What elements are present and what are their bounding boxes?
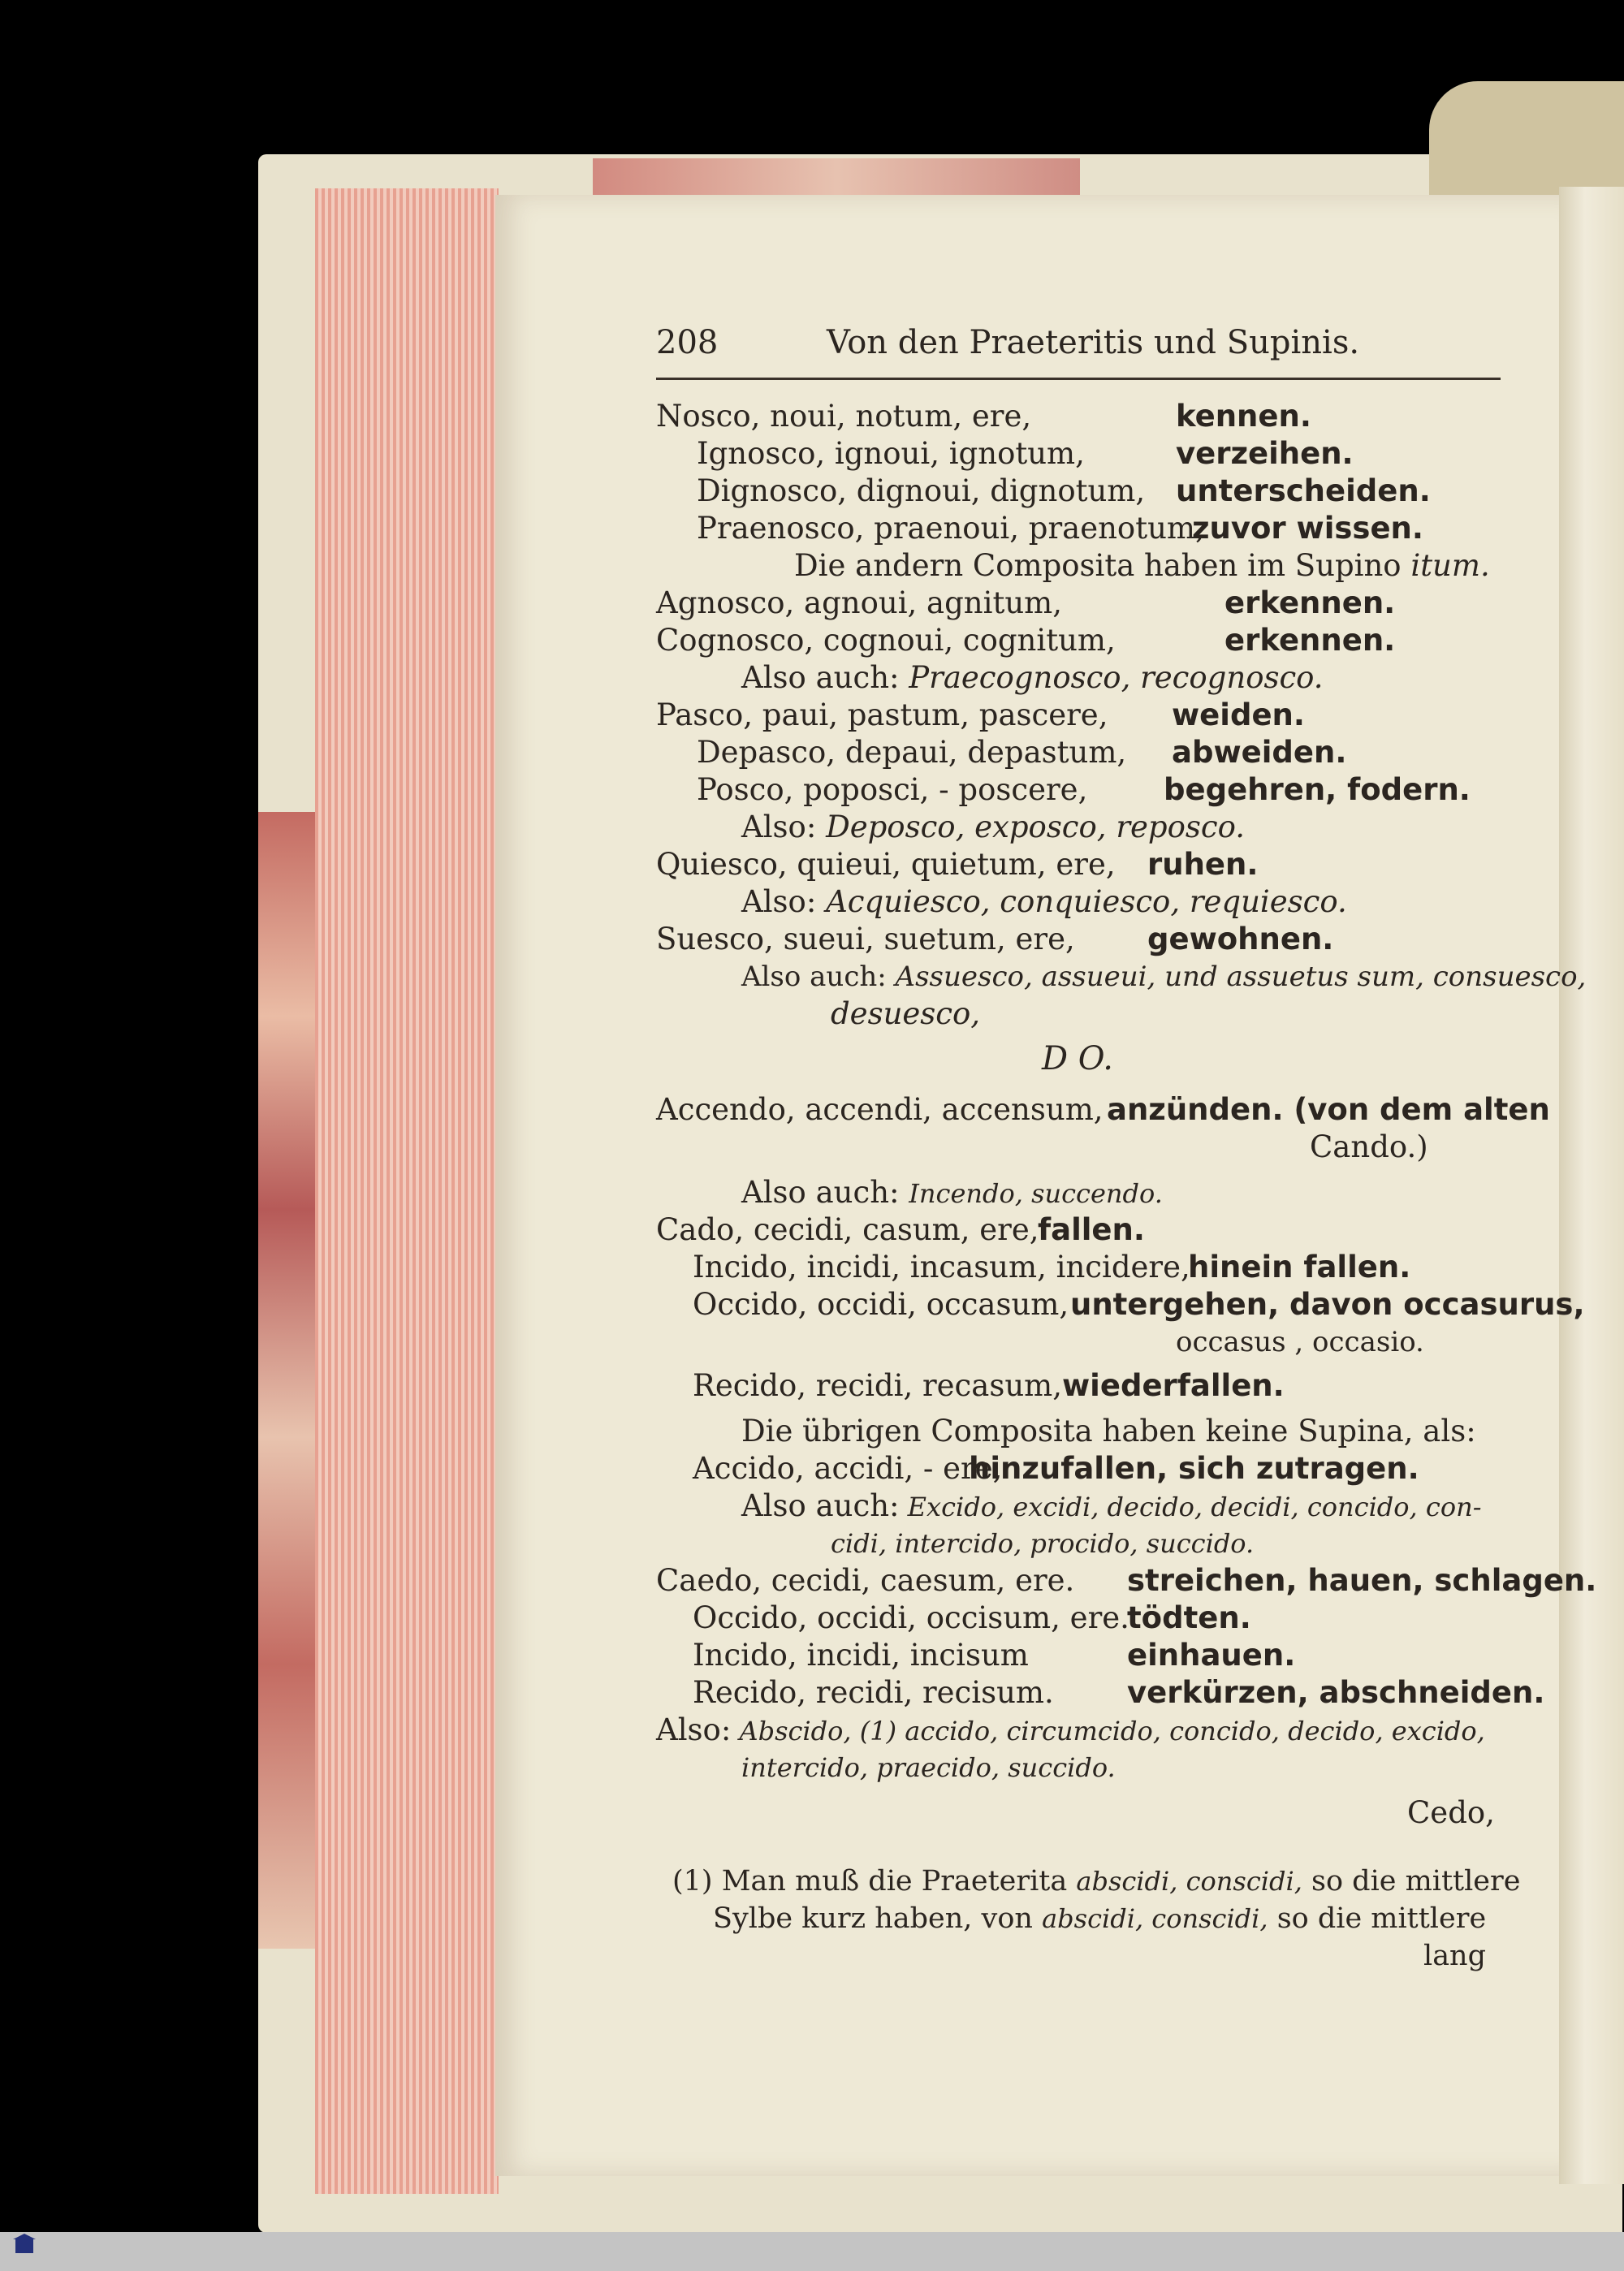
- entry-german: einhauen.: [1127, 1638, 1296, 1673]
- entry-german: weiden.: [1172, 697, 1305, 732]
- page-edges: [315, 188, 499, 2194]
- note-text: Also auch:: [741, 1488, 900, 1523]
- entry-latin: Occido, occidi, occisum, ere.: [693, 1600, 1129, 1635]
- entry-latin: occasus , occasio.: [1176, 1326, 1424, 1358]
- entry-german: tödten.: [1127, 1600, 1251, 1635]
- note-continuation: cidi, intercido, procido, succido.: [831, 1528, 1255, 1559]
- note-continuation: intercido, praecido, succido.: [741, 1752, 1116, 1783]
- entry-latin: Recido, recidi, recasum,: [693, 1368, 1063, 1403]
- note-line: Die übrigen Composita haben keine Supina, als:: [741, 1414, 1476, 1449]
- entry-latin: Recido, recidi, recisum.: [693, 1675, 1054, 1710]
- note-text: Also:: [656, 1712, 732, 1747]
- page-number: 208: [656, 324, 719, 361]
- entry-german: wiederfallen.: [1062, 1368, 1285, 1403]
- note-text: Also:: [741, 884, 817, 919]
- entry-latin: Quiesco, quieui, quietum, ere,: [656, 847, 1116, 882]
- entry-german: ruhen.: [1147, 847, 1259, 882]
- running-title: Von den Praeteritis und Supinis.: [827, 324, 1360, 361]
- running-head: [656, 321, 1509, 369]
- entry-latin: Cando.): [1310, 1129, 1428, 1164]
- building-icon: [15, 2239, 33, 2253]
- footnote-line: [672, 1863, 1520, 1899]
- note-italic: Excido, excidi, decido, decidi, concido, con-: [907, 1492, 1482, 1522]
- section-heading: D O.: [1042, 1040, 1113, 1077]
- note-line: [741, 1175, 1163, 1211]
- note-italic: Praecognosco, recognosco.: [909, 660, 1324, 695]
- entry-latin: Occido, occidi, occasum,: [693, 1287, 1069, 1322]
- note-italic: Incendo, succendo.: [909, 1178, 1163, 1209]
- footnote-italic: abscidi, conscidi,: [1042, 1903, 1268, 1934]
- entry-latin: Incido, incidi, incisum: [693, 1638, 1029, 1673]
- entry-german: fallen.: [1038, 1212, 1145, 1247]
- note-italic: Abscido, (1) accido, circumcido, concido, decido, excido,: [739, 1716, 1485, 1746]
- note-text: Also auch:: [741, 1175, 900, 1210]
- note-continuation: desuesco,: [831, 996, 981, 1031]
- entry-german: verzeihen.: [1176, 436, 1354, 471]
- catchword: Cedo,: [1407, 1795, 1495, 1830]
- note-italic: itum.: [1410, 548, 1490, 583]
- footnote-line: lang: [1423, 1940, 1487, 1972]
- viewer-footer-bar: [0, 2232, 1624, 2271]
- note-line: [741, 810, 1245, 845]
- entry-german: erkennen.: [1224, 585, 1396, 620]
- note-italic: Acquiesco, conquiesco, requiesco.: [826, 884, 1347, 919]
- entry-german: abweiden.: [1172, 735, 1347, 770]
- entry-latin: Accido, accidi, - ere,: [693, 1451, 1003, 1486]
- entry-latin: Incido, incidi, incasum, incidere,: [693, 1250, 1190, 1284]
- note-line: [741, 1488, 1482, 1525]
- entry-latin: Caedo, cecidi, caesum, ere.: [656, 1563, 1075, 1598]
- entry-latin: Depasco, depaui, depastum,: [697, 735, 1127, 770]
- footnote-italic: abscidi, conscidi,: [1076, 1866, 1302, 1897]
- entry-latin: Ignosco, ignoui, ignotum,: [697, 436, 1085, 471]
- note-line: [741, 884, 1347, 920]
- entry-latin: Nosco, noui, notum, ere,: [656, 399, 1032, 434]
- entry-german: begehren, fodern.: [1164, 772, 1471, 807]
- note-text: Die andern Composita haben im Supino: [794, 548, 1402, 583]
- entry-latin: Agnosco, agnoui, agnitum,: [656, 585, 1063, 620]
- entry-german: anzünden. (von dem alten: [1107, 1092, 1550, 1127]
- note-line: [794, 548, 1490, 584]
- entry-latin: Cado, cecidi, casum, ere,: [656, 1212, 1039, 1247]
- entry-german: verkürzen, abschneiden.: [1127, 1675, 1545, 1710]
- entry-latin: Accendo, accendi, accensum,: [656, 1092, 1104, 1127]
- note-text: Also:: [741, 810, 817, 844]
- entry-german: hinein fallen.: [1188, 1250, 1411, 1284]
- note-text: Also auch:: [741, 660, 900, 695]
- footnote-text: (1) Man muß die Praeterita: [672, 1865, 1068, 1898]
- entry-latin: Dignosco, dignoui, dignotum,: [697, 473, 1146, 508]
- entry-german: erkennen.: [1224, 623, 1396, 658]
- entry-german: gewohnen.: [1147, 922, 1334, 956]
- entry-german: kennen.: [1176, 399, 1311, 434]
- entry-german: zuvor wissen.: [1192, 511, 1423, 546]
- entry-latin: Posco, poposci, - poscere,: [697, 772, 1088, 807]
- entry-latin: Cognosco, cognoui, cognitum,: [656, 623, 1116, 658]
- entry-german: hinzufallen, sich zutragen.: [969, 1451, 1419, 1486]
- note-italic: Deposco, exposco, reposco.: [826, 810, 1245, 844]
- marbled-endpaper: [258, 812, 315, 1949]
- header-rule: [656, 378, 1501, 380]
- page-gutter: [1559, 187, 1624, 2184]
- note-line: [656, 1712, 1485, 1749]
- note-text: Also auch:: [741, 961, 887, 993]
- footnote-text: Sylbe kurz haben, von: [713, 1902, 1033, 1935]
- note-line: [741, 660, 1324, 696]
- entry-german: streichen, hauen, schlagen.: [1127, 1563, 1597, 1598]
- library-logo: [8, 2237, 41, 2266]
- entry-german: untergehen, davon occasurus,: [1070, 1287, 1585, 1322]
- note-italic: Assuesco, assueui, und assuetus sum, consuesco,: [895, 961, 1587, 993]
- footnote-line: [713, 1901, 1486, 1936]
- note-line: [741, 959, 1586, 995]
- footnote-tail: so die mittlere: [1311, 1865, 1521, 1898]
- entry-latin: Praenosco, praenoui, praenotum,: [697, 511, 1205, 546]
- entry-german: unterscheiden.: [1176, 473, 1431, 508]
- entry-latin: Suesco, sueui, suetum, ere,: [656, 922, 1075, 956]
- footnote-tail: so die mittlere: [1276, 1902, 1487, 1935]
- entry-latin: Pasco, paui, pastum, pascere,: [656, 697, 1108, 732]
